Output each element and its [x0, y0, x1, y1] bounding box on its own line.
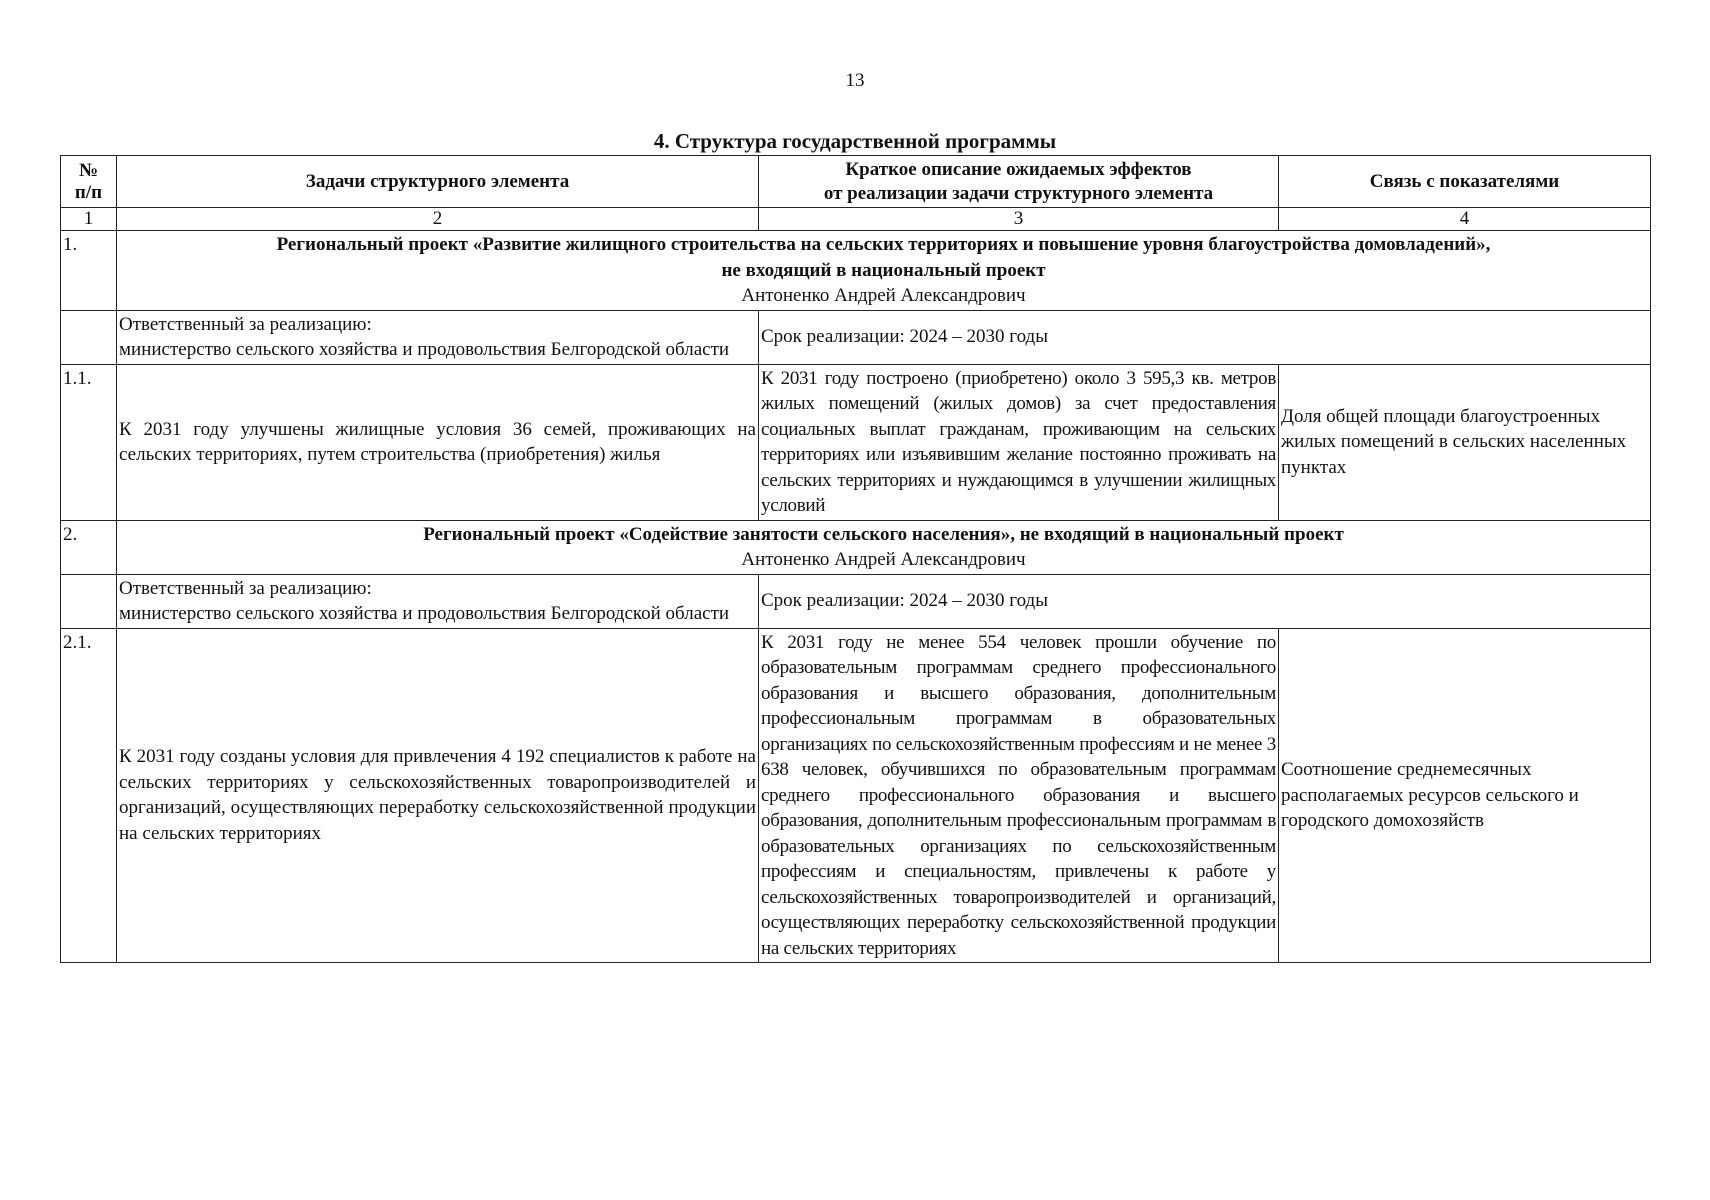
task-cell: К 2031 году улучшены жилищные условия 36 семей, проживающих на сельских территориях, путем строительства (приобретения) жилья: [117, 364, 759, 520]
task-number: 2.1.: [61, 628, 117, 963]
term-cell: Срок реализации: 2024 – 2030 годы: [759, 574, 1651, 628]
section-title-cell: [117, 520, 1651, 574]
column-number: 2: [117, 208, 759, 231]
section-number: 1.: [61, 231, 117, 311]
task-number: 1.1.: [61, 364, 117, 520]
section-title-row: [61, 520, 1651, 574]
indicator-cell: Доля общей площади благоустроенных жилых помещений в сельских населенных пунктах: [1279, 364, 1651, 520]
table-header-row: [61, 156, 1651, 208]
structure-table: [60, 155, 1651, 963]
document-title: 4. Структура государственной программы: [653, 129, 1057, 153]
responsible-cell: Ответственный за реализацию: министерство сельского хозяйства и продовольствия Белгородской области: [117, 310, 759, 364]
header-effects: Краткое описание ожидаемых эффектов от реализации задачи структурного элемента: [759, 156, 1279, 208]
empty-cell: [61, 574, 117, 628]
project-head: Антоненко Андрей Александрович: [741, 549, 1026, 570]
header-indicators: Связь с показателями: [1279, 156, 1651, 208]
indicator-cell: Соотношение среднемесячных располагаемых ресурсов сельского и городского домохозяйств: [1279, 628, 1651, 963]
column-number: 1: [61, 208, 117, 231]
column-number: 3: [759, 208, 1279, 231]
section-number: 2.: [61, 520, 117, 574]
task-row: [61, 628, 1651, 963]
column-number: 4: [1279, 208, 1651, 231]
header-tasks: Задачи структурного элемента: [117, 156, 759, 208]
empty-cell: [61, 310, 117, 364]
project-title: Региональный проект «Содействие занятости сельского населения», не входящий в национальный проект: [423, 523, 1344, 545]
column-number-row: [61, 208, 1651, 231]
task-cell: К 2031 году созданы условия для привлечения 4 192 специалистов к работе на сельских территориях у сельскохозяйственных товаропроизводителей и организаций, осуществляющих переработку сельскохозяйственной продукции на сельских территориях: [117, 628, 759, 963]
term-cell: Срок реализации: 2024 – 2030 годы: [759, 310, 1651, 364]
responsible-row: [61, 574, 1651, 628]
effect-cell: К 2031 году не менее 554 человек прошли обучение по образовательным программам среднего профессионального образования и высшего образования, дополнительным профессиональным программам в образовательных организациях по сельскохозяйственным профессиям и не менее 3 638 человек, обучившихся по образовательным программам среднего профессионального образования и высшего образования, дополнительным профессиональным программам в образовательных организациях по сельскохозяйственным профессиям и специальностям, привлечены к работе у сельскохозяйственных товаропроизводителей и организаций, осуществляющих переработку сельскохозяйственной продукции на сельских территориях: [759, 628, 1279, 963]
project-head: Антоненко Андрей Александрович: [741, 285, 1026, 306]
section-title-row: [61, 231, 1651, 311]
task-row: [61, 364, 1651, 520]
project-title: Региональный проект «Развитие жилищного строительства на сельских территориях и повышение уровня благоустройства домовладений», не входящий в национальный проект: [276, 234, 1491, 281]
page-number: 13: [845, 70, 865, 91]
responsible-row: [61, 310, 1651, 364]
header-num: № п/п: [61, 156, 117, 208]
responsible-cell: Ответственный за реализацию: министерство сельского хозяйства и продовольствия Белгородской области: [117, 574, 759, 628]
effect-cell: К 2031 году построено (приобретено) около 3 595,3 кв. метров жилых помещений (жилых домов) за счет предоставления социальных выплат гражданам, проживающим на сельских территориях или изъявившим желание постоянно проживать на сельских территориях и нуждающимся в улучшении жилищных условий: [759, 364, 1279, 520]
section-title-cell: [117, 231, 1651, 311]
